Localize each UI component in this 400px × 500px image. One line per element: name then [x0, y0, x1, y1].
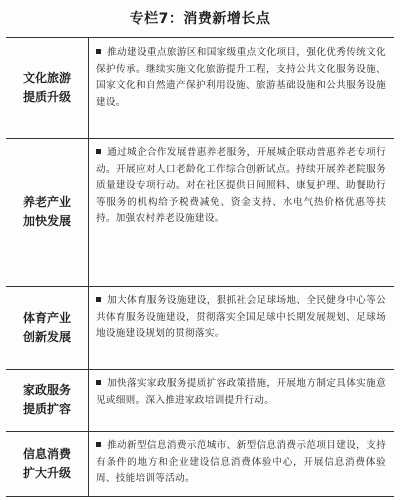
row-label-line: 信息消费 — [22, 446, 71, 461]
row-label-line: 养老产业 — [22, 195, 71, 209]
row-label-culture-tourism — [6, 38, 88, 138]
row-label-line: 家政服务 — [22, 383, 71, 397]
row-text: 推动新型信息消费示范城市、新型信息消费示范项目建设，支持有条件的地方和企业建设信息消费体验中心，开展信息消费体验周、技能培训等活动。 — [96, 440, 386, 484]
bullet-icon — [96, 380, 101, 385]
row-label-line: 加快发展 — [22, 214, 71, 228]
row-label-line: 体育产业 — [22, 310, 71, 325]
bullet-icon — [96, 49, 101, 54]
row-label-sports — [6, 286, 88, 369]
row-text: 加大体育服务设施建设，狠抓社会足球场地、全民健身中心等公共体育服务设施建设，贯彻落实全国足球中长期发展规划、足球场地设施建设规划的贯彻落实。 — [96, 295, 386, 339]
row-text: 通过城企合作发展普惠养老服务，开展城企联动普惠养老专项行动。开展应对人口老龄化工作综合创新试点。持续开展养老院服务质量建设专项行动。对在社区提供日间照料、康复护理、助餐助行等服务的机构给予税费减免、资金支持、水电气热价格优惠等扶持。加强农村养老设施建设。 — [96, 147, 386, 224]
row-label-line: 创新发展 — [22, 329, 71, 344]
row-content-housekeeping — [96, 376, 386, 409]
row-label-line: 提质扩容 — [22, 402, 71, 416]
row-text: 加快落实家政服务提质扩容政策措施，开展地方制定具体实施意见或细则。深入推进家政培训提升行动。 — [96, 378, 386, 406]
row-label-elderly-care — [6, 138, 88, 286]
column-title: 专栏7：消费新增长点 — [129, 11, 271, 27]
feature-table — [6, 37, 394, 497]
row-label-line: 文化旅游 — [22, 71, 71, 85]
row-text: 推动建设重点旅游区和国家级重点文化项目，强化优秀传统文化保护传承。继续实施文化旅游提升工程，支持公共文化服务设施、国家文化和自然遗产保护利用设施、旅游基础设施和公共服务设施建设。 — [96, 47, 386, 108]
bullet-icon — [96, 442, 101, 447]
bullet-icon — [96, 149, 101, 154]
column-divider — [88, 38, 89, 496]
row-label-housekeeping — [6, 369, 88, 431]
row-label-info-consumption — [6, 431, 88, 496]
row-content-sports — [96, 293, 386, 343]
row-content-culture-tourism — [96, 45, 386, 111]
row-label-line: 扩大升级 — [22, 465, 71, 480]
row-content-elderly-care — [96, 145, 386, 228]
row-label-line: 提质升级 — [22, 90, 71, 104]
row-content-info-consumption — [96, 438, 386, 488]
bullet-icon — [96, 297, 101, 302]
